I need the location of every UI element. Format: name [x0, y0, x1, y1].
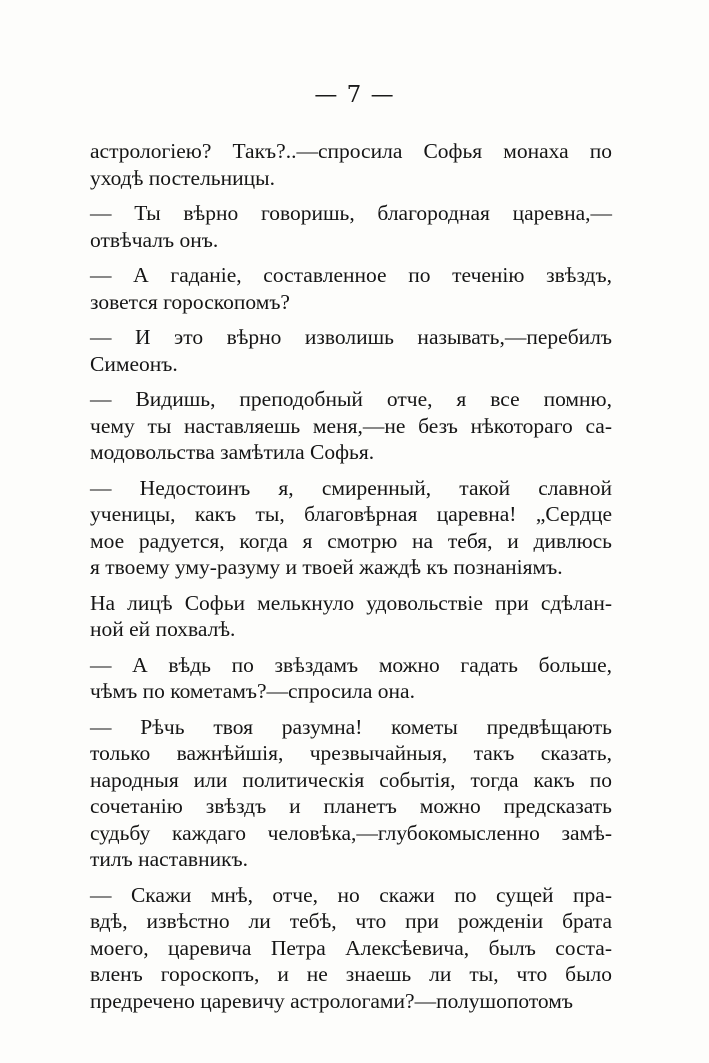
body-text — [90, 138, 612, 1023]
paragraph — [90, 324, 612, 377]
text-line: — Недостоинъ я, смиренный, такой славной — [90, 475, 612, 500]
text-line: модовольства замѣтила Софья. — [90, 440, 375, 464]
text-line: — Скажи мнѣ, отче, но скажи по сущей пра- — [90, 882, 612, 907]
text-line: — А гаданіе, составленное по теченію звѣздъ, — [90, 263, 612, 287]
paragraph — [90, 882, 612, 1015]
text-line: судьбу каждаго человѣка,—глубокомысленно замѣ- — [90, 820, 612, 845]
paragraph — [90, 714, 612, 873]
page-number: — 7 — — [314, 82, 395, 108]
text-line: предречено царевичу астрологами?—полушопотомъ — [90, 988, 573, 1013]
text-line: только важнѣйшія, чрезвычайныя, такъ сказать, — [90, 741, 612, 765]
text-line: — А вѣдь по звѣздамъ можно гадать больше, — [90, 652, 612, 677]
paragraph — [90, 262, 612, 315]
text-line: — Видишь, преподобный отче, я все помню, — [90, 387, 612, 411]
text-line: уходѣ постельницы. — [90, 165, 275, 190]
text-line: астрологіею? Такъ?..—спросила Софья монаха по — [90, 139, 612, 163]
text-line: зовется гороскопомъ? — [90, 289, 290, 314]
text-line: сочетанію звѣздъ и планетъ можно предсказать — [90, 794, 612, 818]
paragraph — [90, 138, 612, 191]
text-line: отвѣчалъ онъ. — [90, 227, 219, 252]
text-line: народныя или политическія событія, тогда какъ по — [90, 767, 612, 792]
paragraph — [90, 200, 612, 253]
text-line: Симеонъ. — [90, 351, 178, 376]
text-line: я твоему уму-разуму и твоей жаждѣ къ познаніямъ. — [90, 555, 563, 579]
text-line: моего, царевича Петра Алексѣевича, былъ соста- — [90, 935, 612, 960]
text-line: вдѣ, извѣстно ли тебѣ, что при рожденіи брата — [90, 909, 612, 933]
text-line: — И это вѣрно изволишь называть,—перебилъ — [90, 325, 612, 349]
paragraph — [90, 475, 612, 581]
paragraph — [90, 386, 612, 466]
text-line: тилъ наставникъ. — [90, 847, 249, 871]
text-line: — Рѣчь твоя разумна! кометы предвѣщають — [90, 714, 612, 739]
text-line: чѣмъ по кометамъ?—спросила она. — [90, 679, 415, 703]
text-line: ной ей похвалѣ. — [90, 617, 236, 641]
paragraph — [90, 590, 612, 643]
text-line: — Ты вѣрно говоришь, благородная царевна,— — [90, 201, 612, 225]
text-line: мое радуется, когда я смотрю на тебя, и дивлюсь — [90, 528, 612, 553]
text-line: чему ты наставляешь меня,—не безъ нѣкотораго са- — [90, 413, 612, 438]
text-line: вленъ гороскопъ, и не знаешь ли ты, что было — [90, 962, 612, 986]
paragraph — [90, 652, 612, 705]
text-line: На лицѣ Софьи мелькнуло удовольствіе при сдѣлан- — [90, 590, 612, 615]
text-line: ученицы, какъ ты, благовѣрная царевна! „Сердце — [90, 502, 612, 526]
